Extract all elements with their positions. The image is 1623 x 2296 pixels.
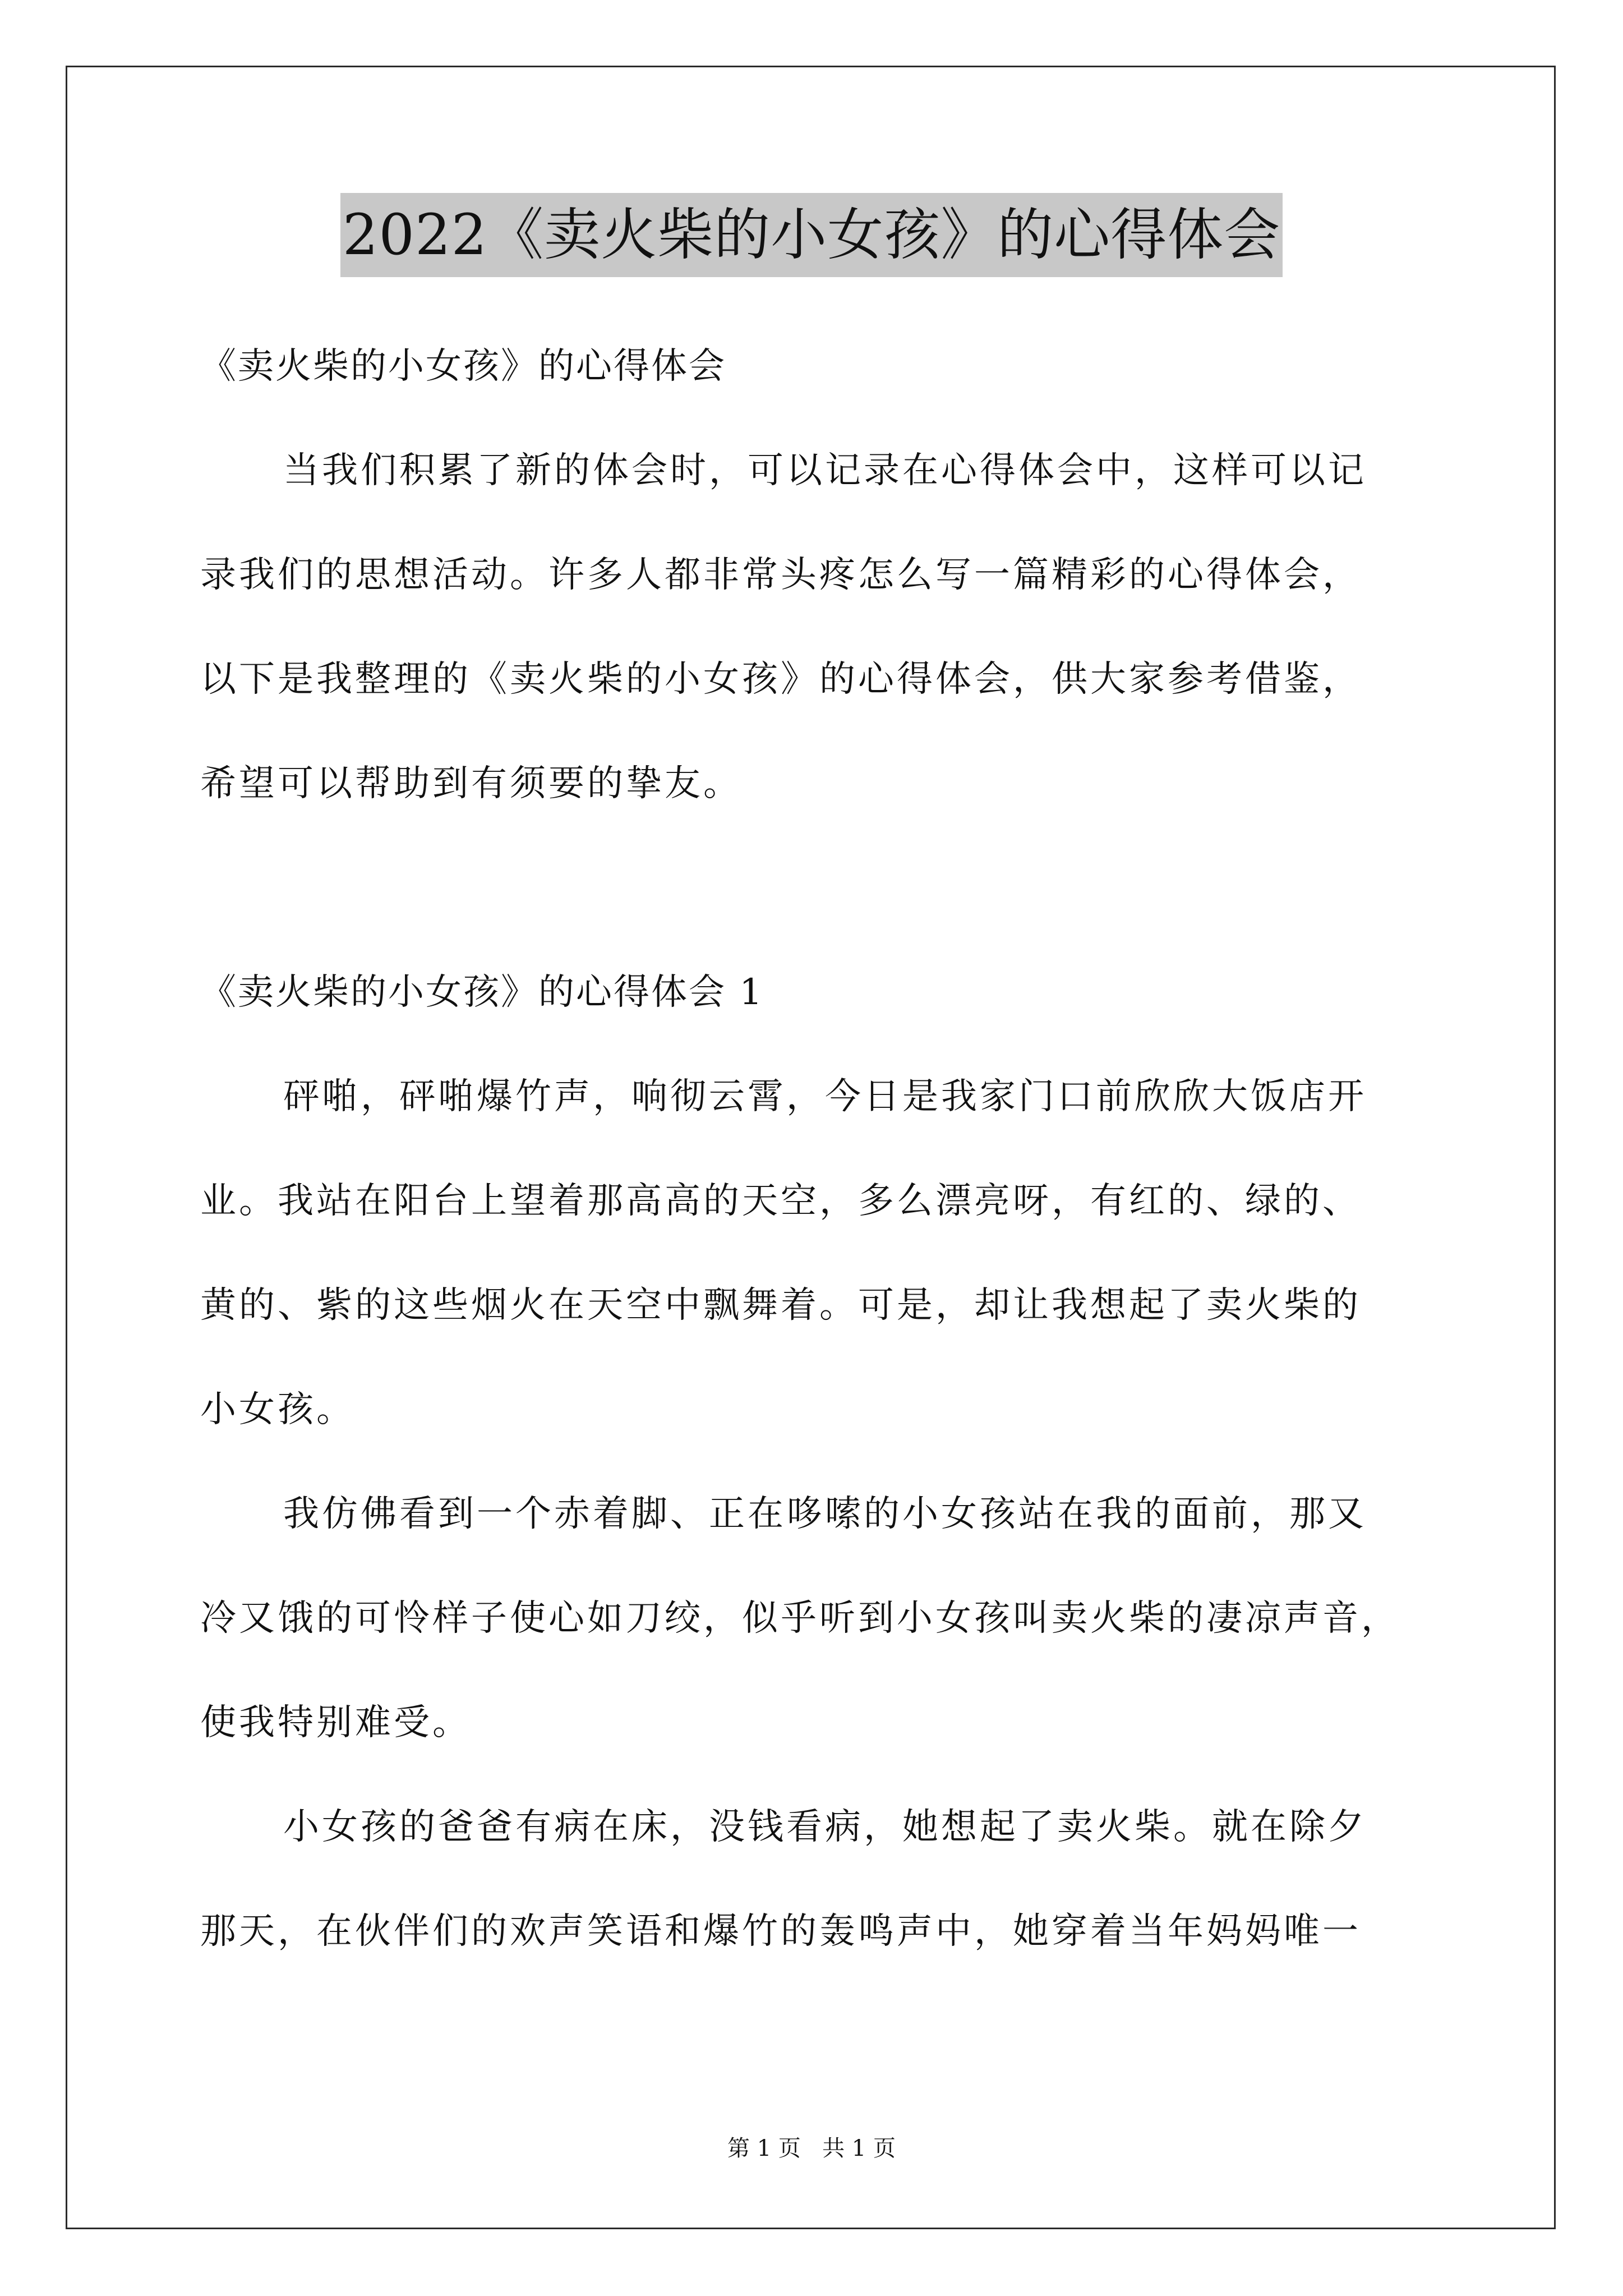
paragraph-line: 我仿佛看到一个赤着脚、正在哆嗦的小女孩站在我的面前，那又 (283, 1493, 1367, 1535)
title-container (0, 193, 1623, 277)
paragraph-line: 黄的、紫的这些烟火在天空中飘舞着。可是，却让我想起了卖火柴的 (200, 1285, 1361, 1326)
document-title: 2022《卖火柴的小女孩》的心得体会 (340, 193, 1283, 277)
intro-line: 希望可以帮助到有须要的挚友。 (200, 763, 742, 804)
section-heading: 《卖火柴的小女孩》的心得体会 1 (200, 972, 764, 1013)
document-body (200, 335, 1462, 2005)
intro-line: 当我们积累了新的体会时，可以记录在心得体会中，这样可以记 (283, 450, 1367, 491)
paragraph-line: 小女孩的爸爸有病在床，没钱看病，她想起了卖火柴。就在除夕 (283, 1806, 1367, 1848)
intro-line: 以下是我整理的《卖火柴的小女孩》的心得体会，供大家参考借鉴， (200, 659, 1361, 700)
paragraph-line: 砰啪，砰啪爆竹声，响彻云霄，今日是我家门口前欣欣大饭店开 (283, 1076, 1367, 1117)
page-footer: 第 1 页 共 1 页 (727, 2136, 896, 2161)
paragraph-line: 那天，在伙伴们的欢声笑语和爆竹的轰鸣声中，她穿着当年妈妈唯一 (200, 1911, 1361, 1952)
paragraph-line: 冷又饿的可怜样子使心如刀绞，似乎听到小女孩叫卖火柴的凄凉声音， (200, 1598, 1400, 1639)
intro-line: 录我们的思想活动。许多人都非常头疼怎么写一篇精彩的心得体会， (200, 554, 1361, 596)
subtitle: 《卖火柴的小女孩》的心得体会 (200, 346, 726, 387)
paragraph-line: 业。我站在阳台上望着那高高的天空，多么漂亮呀，有红的、绿的、 (200, 1180, 1361, 1222)
paragraph-line: 小女孩。 (200, 1389, 355, 1430)
paragraph-line: 使我特别难受。 (200, 1702, 471, 1743)
blank-line (200, 857, 1462, 961)
